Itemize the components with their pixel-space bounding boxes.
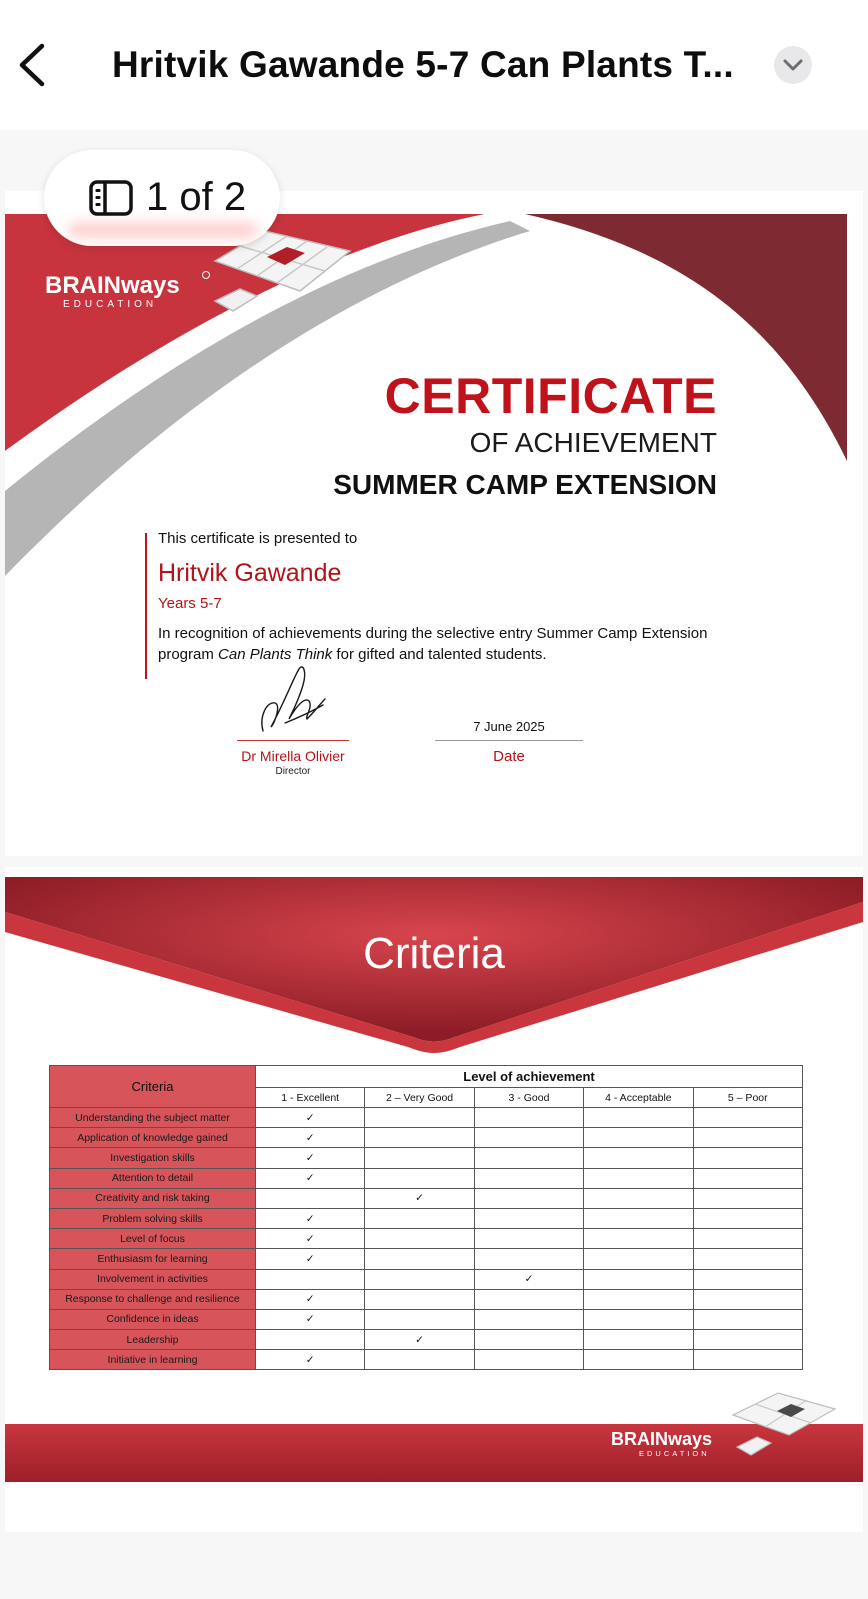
check-mark-cell: ✓ [256,1249,365,1269]
criteria-heading: Criteria [363,929,505,978]
table-row [50,1229,803,1249]
empty-level-cell [584,1289,693,1309]
check-mark-cell: ✓ [365,1188,474,1208]
certificate-page [5,191,863,856]
level-header: Level of achievement [256,1066,803,1088]
page-indicator-label: 1 of 2 [146,175,247,219]
check-mark-cell: ✓ [256,1309,365,1329]
table-row [50,1289,803,1309]
criterion-name: Confidence in ideas [50,1309,256,1329]
level-column-header: 5 – Poor [693,1088,802,1108]
criterion-name: Leadership [50,1330,256,1350]
empty-level-cell [365,1229,474,1249]
empty-level-cell [474,1168,583,1188]
table-header-row [50,1066,803,1088]
chevron-down-icon [774,46,812,84]
check-mark-cell: ✓ [365,1330,474,1350]
empty-level-cell [584,1249,693,1269]
empty-level-cell [474,1330,583,1350]
signature-image [245,661,345,741]
criteria-table [49,1065,803,1370]
title-menu-button[interactable] [774,46,812,84]
criterion-name: Application of knowledge gained [50,1128,256,1148]
empty-level-cell [693,1249,802,1269]
date-line [435,740,583,741]
empty-level-cell [693,1330,802,1350]
footer-logo-wordmark: BRAINways [611,1429,713,1449]
program-title-italic: Can Plants Think [218,646,333,663]
criterion-name: Enthusiasm for learning [50,1249,256,1269]
program-name: SUMMER CAMP EXTENSION [333,469,717,500]
empty-level-cell [365,1148,474,1168]
empty-level-cell [256,1188,365,1208]
table-row [50,1168,803,1188]
empty-level-cell [693,1269,802,1289]
empty-level-cell [693,1289,802,1309]
empty-level-cell [365,1350,474,1370]
logo-subtext: EDUCATION [63,299,158,310]
certificate-subtitle: OF ACHIEVEMENT [469,427,717,458]
empty-level-cell [693,1108,802,1128]
check-mark-cell: ✓ [474,1269,583,1289]
empty-level-cell [584,1208,693,1228]
table-row [50,1350,803,1370]
check-mark-cell: ✓ [256,1350,365,1370]
empty-level-cell [584,1350,693,1370]
empty-level-cell [584,1168,693,1188]
empty-level-cell [584,1309,693,1329]
empty-level-cell [474,1148,583,1168]
empty-level-cell [693,1128,802,1148]
date-label: Date [493,748,525,765]
check-mark-cell: ✓ [256,1108,365,1128]
empty-level-cell [693,1350,802,1370]
empty-level-cell [584,1188,693,1208]
sidebar-icon [89,180,133,216]
empty-level-cell [365,1309,474,1329]
criterion-name: Understanding the subject matter [50,1108,256,1128]
table-row [50,1208,803,1228]
criterion-name: Initiative in learning [50,1350,256,1370]
chevron-left-icon [14,40,54,90]
empty-level-cell [584,1269,693,1289]
empty-level-cell [365,1128,474,1148]
presented-to-text: This certificate is presented to [158,530,358,547]
empty-level-cell [584,1128,693,1148]
empty-level-cell [365,1108,474,1128]
certificate-date: 7 June 2025 [473,719,545,734]
empty-level-cell [256,1330,365,1350]
empty-level-cell [693,1229,802,1249]
check-mark-cell: ✓ [256,1148,365,1168]
back-button[interactable] [14,40,54,90]
level-column-header: 2 – Very Good [365,1088,474,1108]
check-mark-cell: ✓ [256,1229,365,1249]
empty-level-cell [693,1208,802,1228]
empty-level-cell [474,1289,583,1309]
student-name: Hritvik Gawande [158,559,342,587]
criteria-page [5,867,863,1532]
empty-level-cell [365,1289,474,1309]
level-column-header: 3 - Good [474,1088,583,1108]
accent-line [145,533,147,679]
signature-line [237,740,349,741]
empty-level-cell [474,1128,583,1148]
signatory-role: Director [275,766,311,777]
brainways-logo [41,265,221,315]
empty-level-cell [584,1148,693,1168]
footer-puzzle-graphic [723,1387,843,1472]
empty-level-cell [693,1168,802,1188]
check-mark-cell: ✓ [256,1289,365,1309]
table-row [50,1249,803,1269]
criterion-name: Attention to detail [50,1168,256,1188]
empty-level-cell [474,1108,583,1128]
empty-level-cell [693,1148,802,1168]
criterion-name: Creativity and risk taking [50,1188,256,1208]
check-mark-cell: ✓ [256,1168,365,1188]
footer-logo-subtext: EDUCATION [639,1449,710,1458]
criteria-column-header: Criteria [50,1066,256,1108]
empty-level-cell [365,1269,474,1289]
empty-level-cell [365,1249,474,1269]
table-row [50,1128,803,1148]
student-years: Years 5-7 [158,595,222,612]
empty-level-cell [365,1168,474,1188]
empty-level-cell [474,1249,583,1269]
certificate-title: CERTIFICATE [384,368,717,424]
criterion-name: Response to challenge and resilience [50,1289,256,1309]
table-row [50,1309,803,1329]
footer-brainways-logo [609,1423,739,1463]
empty-level-cell [256,1269,365,1289]
criterion-name: Problem solving skills [50,1208,256,1228]
pill-highlight [68,222,258,238]
table-row [50,1148,803,1168]
table-row [50,1269,803,1289]
check-mark-cell: ✓ [256,1208,365,1228]
empty-level-cell [474,1188,583,1208]
recognition-text [158,623,738,665]
page-indicator[interactable] [44,150,280,246]
signatory-name: Dr Mirella Olivier [241,748,345,764]
table-row [50,1188,803,1208]
empty-level-cell [365,1208,474,1228]
criteria-table-body [50,1108,803,1370]
level-column-header: 1 - Excellent [256,1088,365,1108]
recognition-text-start: In recognition of achievements during the selective entry Summer Camp Extension program [158,625,708,663]
empty-level-cell [584,1330,693,1350]
recognition-text-end: for gifted and talented students. [332,646,547,663]
criterion-name: Involvement in activities [50,1269,256,1289]
table-row [50,1330,803,1350]
empty-level-cell [693,1309,802,1329]
document-title: Hritvik Gawande 5-7 Can Plants T... [112,44,734,85]
logo-wordmark: BRAINways [45,272,180,299]
check-mark-cell: ✓ [256,1128,365,1148]
criterion-name: Level of focus [50,1229,256,1249]
empty-level-cell [584,1229,693,1249]
empty-level-cell [693,1188,802,1208]
empty-level-cell [584,1108,693,1128]
level-column-header: 4 - Acceptable [584,1088,693,1108]
navigation-bar [0,0,868,130]
empty-level-cell [474,1350,583,1370]
criterion-name: Investigation skills [50,1148,256,1168]
empty-level-cell [474,1309,583,1329]
empty-level-cell [474,1208,583,1228]
table-row [50,1108,803,1128]
empty-level-cell [474,1229,583,1249]
